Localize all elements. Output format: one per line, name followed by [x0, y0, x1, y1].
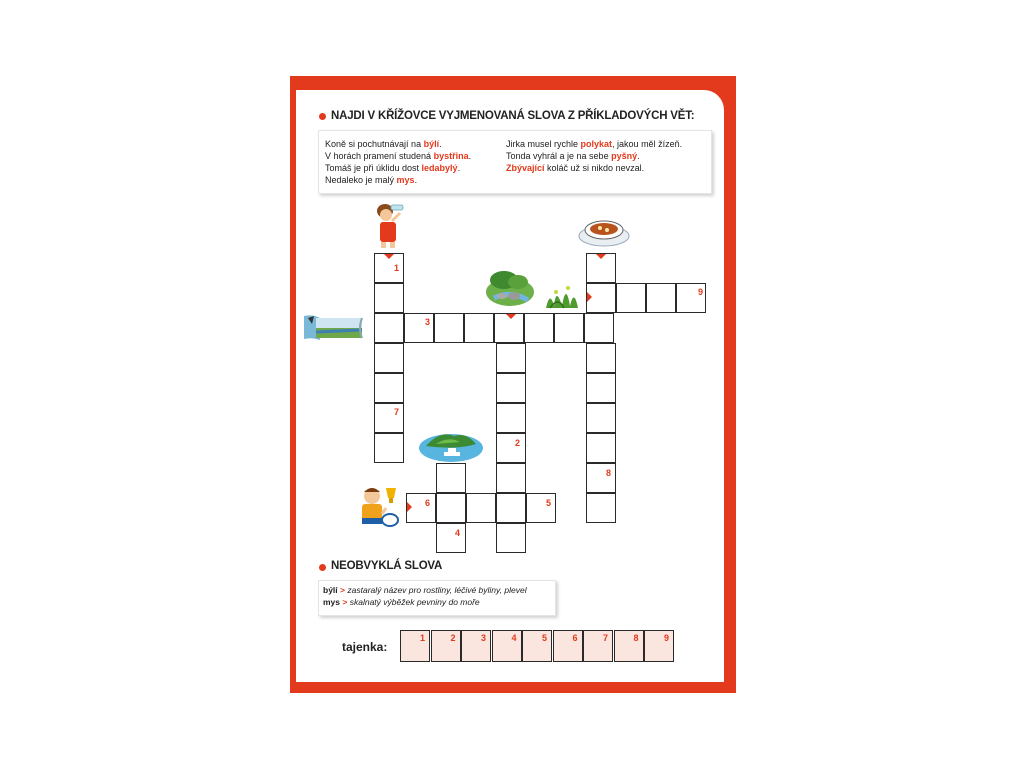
drinking-boy-icon	[372, 199, 408, 249]
soup-bowl-icon	[578, 216, 630, 248]
tajenka-cell[interactable]	[614, 630, 644, 662]
crossword-cell[interactable]	[496, 493, 526, 523]
glossary-entry	[323, 597, 480, 607]
highlight-word: pyšný	[611, 151, 638, 161]
crossword-cell[interactable]	[374, 373, 404, 403]
crossword-cell[interactable]	[466, 493, 496, 523]
tajenka-number: 4	[511, 633, 517, 643]
crossword-cell[interactable]	[436, 493, 466, 523]
crossword-cell[interactable]	[554, 313, 584, 343]
sentence-line: Tonda vyhrál a je na sebe pyšný.	[506, 151, 640, 161]
highlight-word: býlí	[423, 139, 440, 149]
glossary-definition: skalnatý výběžek pevniny do moře	[349, 597, 480, 607]
start-marker-icon	[407, 502, 412, 512]
section2-heading: NEOBVYKLÁ SLOVA	[331, 560, 443, 572]
crossword-cell[interactable]	[586, 343, 616, 373]
crossword-cell[interactable]	[586, 373, 616, 403]
crossword-cell[interactable]	[496, 463, 526, 493]
highlight-word: Zbývající	[506, 163, 545, 173]
tajenka-cell[interactable]	[583, 630, 613, 662]
crossword-cell[interactable]	[436, 523, 466, 553]
clue-number: 2	[515, 438, 521, 448]
crossword-cell[interactable]	[526, 493, 556, 523]
clue-number: 3	[425, 317, 431, 327]
sentence-line: Nedaleko je malý mys.	[325, 175, 418, 185]
sentence-line: Koně si pochutnávají na býlí.	[325, 139, 442, 149]
river-banner-icon	[302, 312, 364, 342]
clue-number: 8	[606, 468, 612, 478]
arrow-icon: >	[342, 597, 348, 607]
tajenka-cell[interactable]	[644, 630, 674, 662]
clue-number: 1	[394, 263, 400, 273]
crossword-cell[interactable]	[374, 433, 404, 463]
start-marker-icon	[384, 254, 394, 259]
sentence-line: V horách pramení studená bystřina.	[325, 151, 472, 161]
tajenka-cell[interactable]	[461, 630, 491, 662]
start-marker-icon	[587, 292, 592, 302]
crossword-cell[interactable]	[374, 343, 404, 373]
crossword-cell[interactable]	[586, 403, 616, 433]
crossword-cell[interactable]	[616, 283, 646, 313]
clue-number: 9	[698, 287, 704, 297]
start-marker-icon	[596, 254, 606, 259]
clue-number: 5	[546, 498, 552, 508]
crossword-cell[interactable]	[374, 403, 404, 433]
crossword-cell[interactable]	[496, 523, 526, 553]
glossary-entry	[323, 585, 527, 595]
crossword-cell[interactable]	[586, 433, 616, 463]
section2-bullet	[319, 564, 326, 571]
tajenka-cell[interactable]	[400, 630, 430, 662]
clue-number: 4	[455, 528, 461, 538]
highlight-word: ledabylý	[421, 163, 458, 173]
sentence-line: Tomáš je při úklidu dost ledabylý.	[325, 163, 461, 173]
crossword-cell[interactable]	[496, 373, 526, 403]
tajenka-number: 9	[663, 633, 669, 643]
highlight-word: bystřina	[433, 151, 469, 161]
tajenka-cell[interactable]	[492, 630, 522, 662]
tajenka-number: 2	[450, 633, 456, 643]
highlight-word: polykat	[580, 139, 613, 149]
crossword-cell[interactable]	[586, 493, 616, 523]
clue-number: 7	[394, 407, 400, 417]
glossary-definition: zastaralý název pro rostliny, léčivé byliny, plevel	[347, 585, 527, 595]
crossword-cell[interactable]	[374, 283, 404, 313]
section1-bullet	[319, 113, 326, 120]
tajenka-number: 1	[419, 633, 425, 643]
tajenka-label: tajenka:	[342, 640, 388, 654]
section1-heading: NAJDI V KŘÍŽOVCE VYJMENOVANÁ SLOVA Z PŘÍKLADOVÝCH VĚT:	[331, 110, 695, 122]
tajenka-number: 3	[480, 633, 486, 643]
glossary-word: býlí	[323, 585, 338, 595]
crossword-cell[interactable]	[496, 433, 526, 463]
crossword-cell[interactable]	[464, 313, 494, 343]
crossword-cell[interactable]	[496, 343, 526, 373]
tajenka-cell[interactable]	[431, 630, 461, 662]
crossword-cell[interactable]	[524, 313, 554, 343]
arrow-icon: >	[340, 585, 345, 595]
crossword-cell[interactable]	[586, 463, 616, 493]
sentence-line: Zbývající koláč už si nikdo nevzal.	[506, 163, 645, 173]
clue-number: 6	[425, 498, 431, 508]
tajenka-cell[interactable]	[522, 630, 552, 662]
proud-boy-trophy-icon	[356, 484, 402, 528]
tajenka-number: 8	[633, 633, 639, 643]
glossary-word: mys	[323, 597, 341, 607]
tajenka-cell[interactable]	[553, 630, 583, 662]
crossword-cell[interactable]	[374, 313, 404, 343]
island-cape-icon	[418, 424, 484, 464]
tajenka-number: 5	[541, 633, 547, 643]
crossword-cell[interactable]	[646, 283, 676, 313]
crossword-cell[interactable]	[436, 463, 466, 493]
sentence-line: Jirka musel rychle polykat, jakou měl žízeň.	[506, 139, 683, 149]
highlight-word: mys	[396, 175, 415, 185]
tajenka-number: 7	[602, 633, 608, 643]
crossword-cell[interactable]	[496, 403, 526, 433]
crossword-cell[interactable]	[434, 313, 464, 343]
start-marker-icon	[506, 314, 516, 319]
plants-bush-icon	[542, 278, 582, 310]
tajenka-number: 6	[572, 633, 578, 643]
stream-landscape-icon	[484, 266, 536, 308]
crossword-cell[interactable]	[584, 313, 614, 343]
